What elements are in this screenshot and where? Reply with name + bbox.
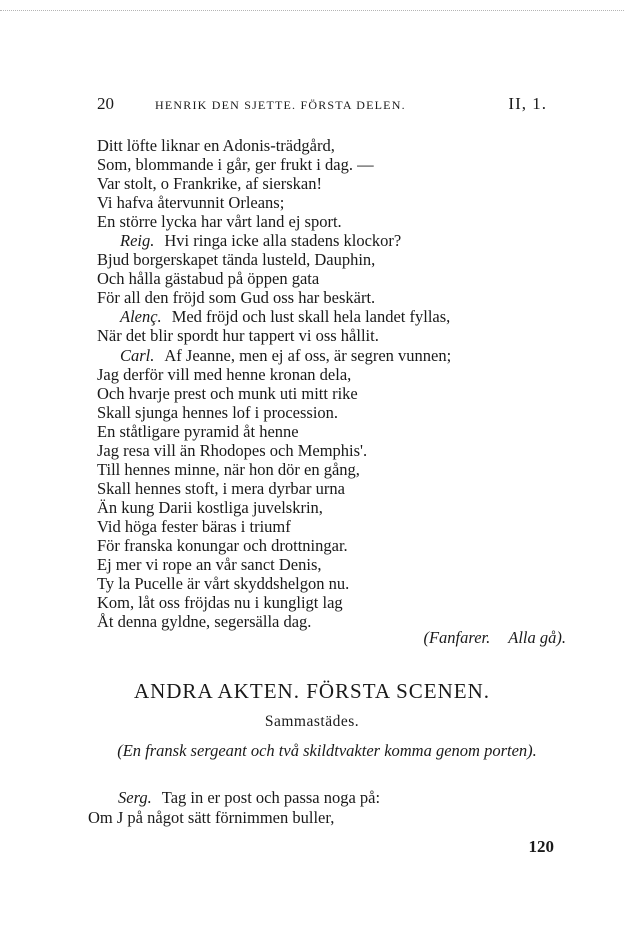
- stage-direction-exit: [423, 628, 566, 648]
- line-text: Ditt löfte liknar en Adonis-trädgård,: [97, 136, 335, 155]
- line-text: Ty la Pucelle är vårt skyddshelgon nu.: [97, 574, 350, 594]
- verse-line: [88, 788, 558, 808]
- scene-stage-direction: (En fransk sergeant och två skildtvakter komma genom porten).: [117, 741, 537, 760]
- verse-line: [97, 212, 557, 231]
- line-text: Vid höga fester bäras i triumf: [97, 516, 291, 536]
- verse-line: [97, 155, 557, 174]
- line-text: Kom, låt oss fröjdas nu i kungligt lag: [97, 593, 343, 613]
- line-text: Som, blommande i går, ger frukt i dag. —: [97, 155, 374, 175]
- verse-line: [97, 307, 557, 326]
- line-text: Än kung Darii kostliga juvelskrin,: [97, 497, 323, 517]
- line-text: Och hvarje prest och munk uti mitt rike: [97, 383, 358, 403]
- line-text: En ståtligare pyramid åt henne: [97, 421, 299, 441]
- verse-line: [97, 231, 557, 250]
- verse-line: [97, 365, 557, 384]
- verse-line: [97, 384, 557, 403]
- line-text: Af Jeanne, men ej af oss, är segren vunnen;: [164, 345, 452, 365]
- speaker-name: Alenç.: [120, 307, 162, 327]
- speaker-name: Serg.: [118, 788, 152, 807]
- verse-line: [97, 460, 557, 479]
- act-scene-marker: II, 1.: [508, 94, 547, 113]
- line-text: Med fröjd och lust skall hela landet fyllas,: [171, 307, 451, 327]
- line-text: När det blir spordt hur tappert vi oss hållit.: [97, 326, 379, 346]
- verse-line: [97, 593, 557, 612]
- line-text: Hvi ringa icke alla stadens klockor?: [164, 231, 402, 251]
- verse-line: [97, 517, 557, 536]
- line-text: För all den fröjd som Gud oss har beskärt.: [97, 288, 376, 308]
- line-text: Skall hennes stoft, i mera dyrbar urna: [97, 478, 345, 498]
- verse-line: [97, 536, 557, 555]
- signature-mark: 120: [528, 837, 554, 856]
- stage-exit-left: (Fanfarer.: [423, 628, 491, 647]
- line-text: För franska konungar och drottningar.: [97, 535, 348, 555]
- page-number: 20: [97, 94, 114, 113]
- verse-line: [97, 403, 557, 422]
- line-text: Bjud borgerskapet tända lusteld, Dauphin,: [97, 250, 376, 270]
- verse-line: [97, 288, 557, 307]
- verse-line: [97, 326, 557, 345]
- speaker-name: Reig.: [120, 231, 155, 251]
- verse-line: [97, 555, 557, 574]
- line-text: Om J på något sätt förnimmen buller,: [88, 807, 335, 827]
- line-text: Vi hafva återvunnit Orleans;: [97, 193, 285, 213]
- line-text: En större lycka har vårt land ej sport.: [97, 212, 342, 232]
- verse-line: [97, 269, 557, 288]
- tail-verse-block: [88, 788, 558, 827]
- scan-edge-rule: [0, 10, 624, 11]
- verse-block: [97, 136, 557, 631]
- stage-exit-right: Alla gå).: [508, 628, 566, 647]
- verse-line: [97, 174, 557, 193]
- line-text: Skall sjunga hennes lof i procession.: [97, 402, 339, 422]
- line-text: Ej mer vi rope an vår sanct Denis,: [97, 555, 322, 575]
- speaker-name: Carl.: [120, 345, 155, 365]
- line-text: Till hennes minne, när hon dör en gång,: [97, 459, 360, 479]
- verse-line: [97, 346, 557, 365]
- act-title: ANDRA AKTEN. FÖRSTA SCENEN.: [133, 679, 491, 703]
- verse-line: [97, 574, 557, 593]
- running-header: [97, 94, 547, 118]
- running-title: HENRIK DEN SJETTE. FÖRSTA DELEN.: [155, 98, 406, 112]
- line-text: Jag resa vill än Rhodopes och Memphis'.: [97, 440, 368, 460]
- verse-line: [97, 193, 557, 212]
- line-text: Åt denna gyldne, segersälla dag.: [97, 612, 312, 632]
- line-text: Tag in er post och passa noga på:: [161, 788, 381, 807]
- verse-line: [97, 422, 557, 441]
- verse-line: [97, 250, 557, 269]
- line-text: Och hålla gästabud på öppen gata: [97, 269, 320, 289]
- verse-line: [97, 479, 557, 498]
- verse-line: [97, 136, 557, 155]
- line-text: Var stolt, o Frankrike, af sierskan!: [97, 174, 322, 194]
- line-text: Jag derför vill med henne kronan dela,: [97, 364, 352, 384]
- verse-line: [88, 808, 558, 828]
- scene-place: Sammastädes.: [264, 713, 360, 730]
- verse-line: [97, 498, 557, 517]
- verse-line: [97, 441, 557, 460]
